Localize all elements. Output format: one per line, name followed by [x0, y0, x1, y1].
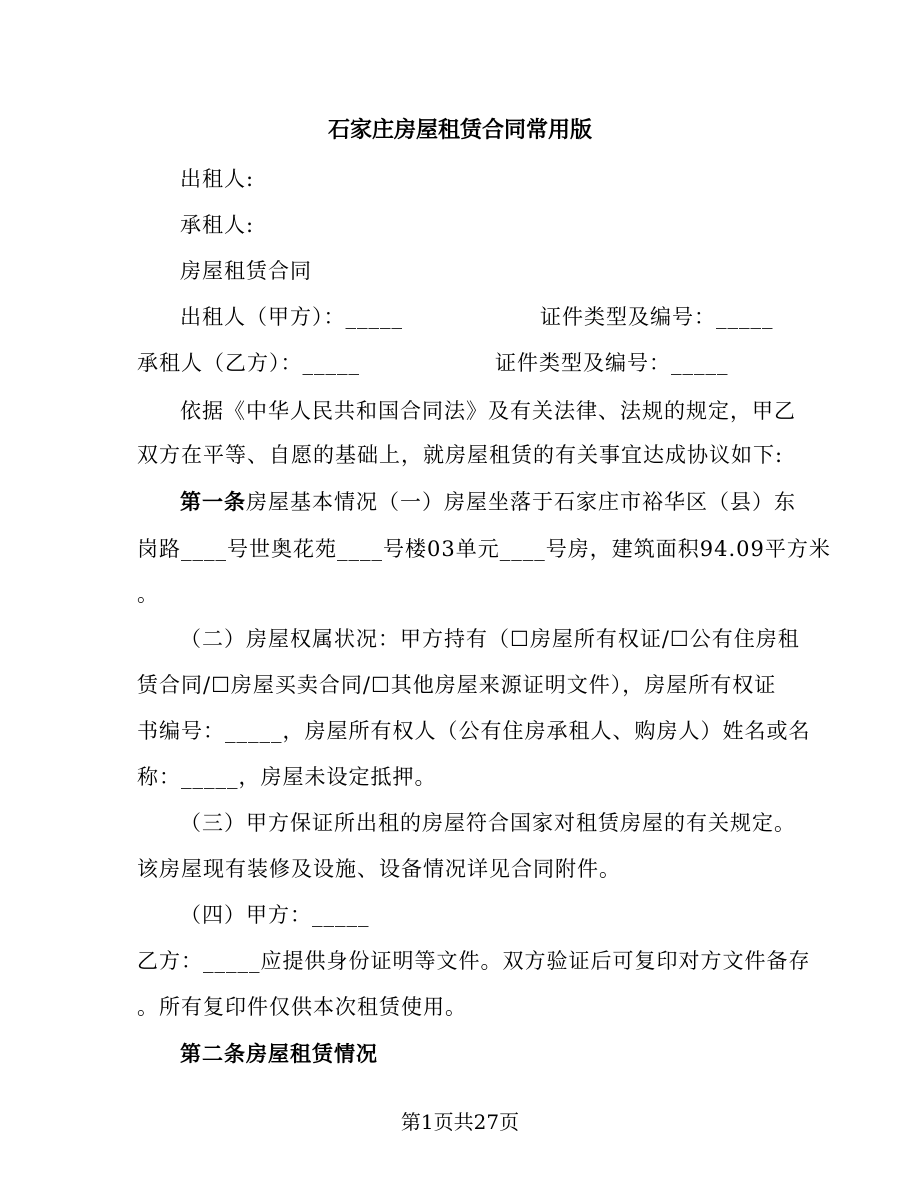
article-2-heading: 第二条房屋租赁情况	[180, 1041, 378, 1066]
contract-heading: 房屋租赁合同	[180, 259, 312, 283]
article-1-text: 房屋基本情况（一）房屋坐落于石家庄市裕华区（县）东	[246, 490, 796, 514]
section-2-line-4: 称：_____，房屋未设定抵押。	[137, 765, 437, 789]
section-3-line-1: （三）甲方保证所出租的房屋符合国家对租赁房屋的有关规定。	[180, 811, 796, 835]
page-number: 第1页共27页	[400, 1110, 520, 1134]
lessee-label: 承租人:	[180, 213, 255, 237]
party-a-field: 出租人（甲方）：_____	[180, 305, 403, 329]
article-1-line-2: 岗路____号世奥花苑____号楼03单元____号房，建筑面积94.09平方米	[137, 537, 831, 561]
section-3-line-2: 该房屋现有装修及设施、设备情况详见合同附件。	[137, 857, 621, 881]
section-2-line-3: 书编号：_____，房屋所有权人（公有住房承租人、购房人）姓名或名	[137, 719, 811, 743]
party-b-id-field: 证件类型及编号：_____	[495, 351, 729, 375]
article-1-line-3: 。	[137, 582, 159, 606]
article-1-label: 第一条	[180, 489, 246, 514]
section-2-line-2: 赁合同/☐房屋买卖合同/☐其他房屋来源证明文件），房屋所有权证	[137, 673, 777, 697]
article-1-line-1	[180, 488, 796, 516]
section-4-line-1: （四）甲方：_____	[180, 903, 370, 927]
party-a-id-field: 证件类型及编号：_____	[540, 305, 774, 329]
document-title: 石家庄房屋租赁合同常用版	[327, 117, 592, 143]
section-2-line-1: （二）房屋权属状况：甲方持有（☐房屋所有权证/☐公有住房租	[180, 627, 800, 651]
section-4-line-2: 乙方：_____应提供身份证明等文件。双方验证后可复印对方文件备存	[137, 949, 811, 973]
intro-line-2: 双方在平等、自愿的基础上，就房屋租赁的有关事宜达成协议如下:	[137, 443, 784, 467]
intro-line-1: 依据《中华人民共和国合同法》及有关法律、法规的规定，甲乙	[180, 399, 796, 423]
party-b-field: 承租人（乙方）：_____	[137, 351, 360, 375]
lessor-label: 出租人:	[180, 167, 255, 191]
section-4-line-3: 。所有复印件仅供本次租赁使用。	[137, 995, 467, 1019]
